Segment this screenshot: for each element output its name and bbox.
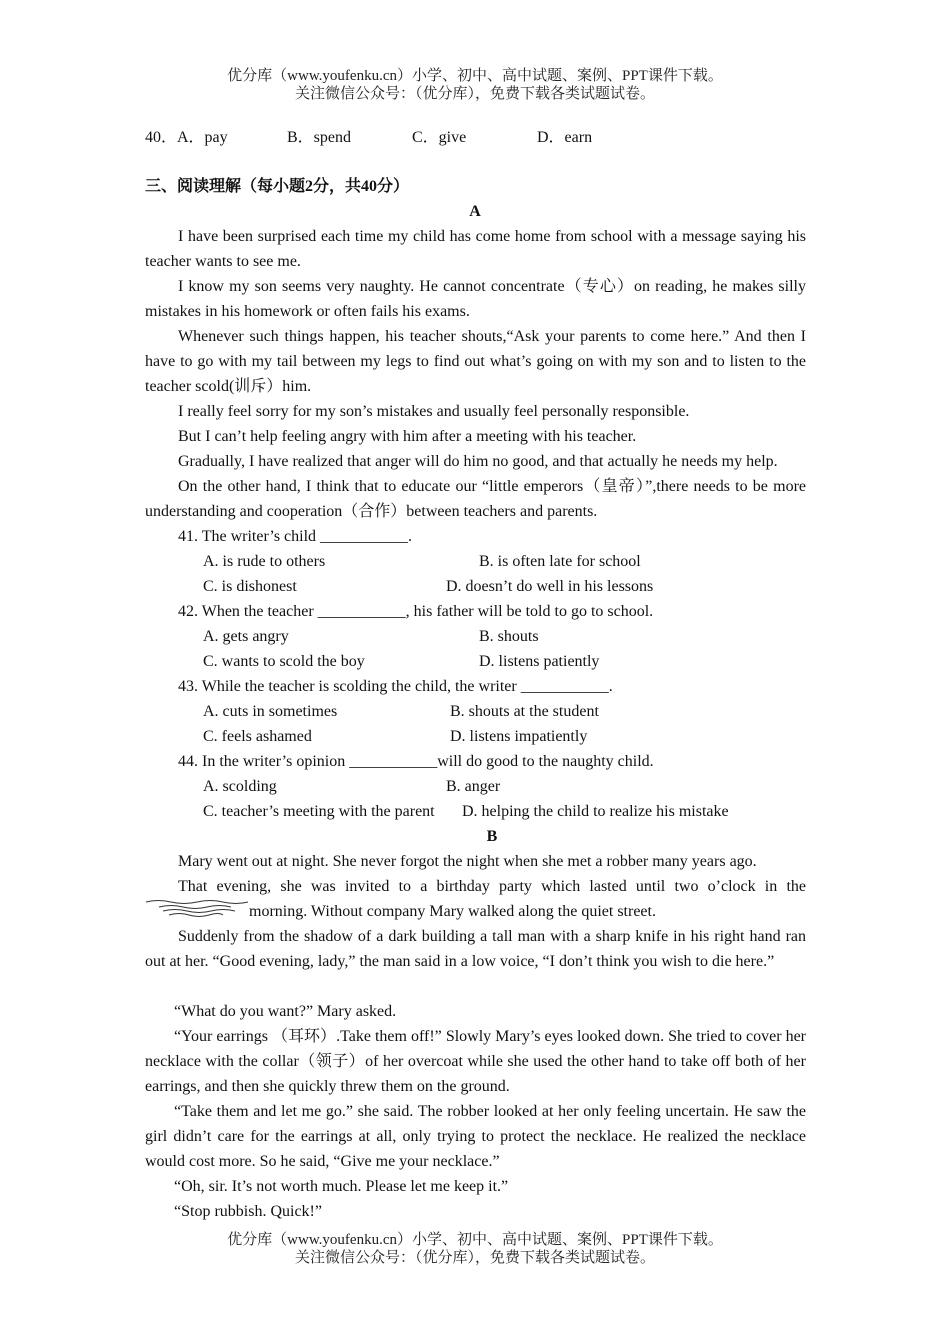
question-44-stem: 44. In the writer’s opinion ___________will do good to the naughty child.	[178, 753, 654, 770]
question-42-option-c: C. wants to scold the boy	[203, 653, 365, 670]
passage-b-paragraph-6: “Take them and let me go.” she said. The robber looked at her only feeling uncertain. He saw the girl didn’t care for the earrings at all, only trying to protect the necklace. He realized the necklace would cost more. So he said, “Give me your necklace.”	[145, 1103, 806, 1170]
passage-a-paragraph-3: Whenever such things happen, his teacher shouts,“Ask your parents to come here.” And then I have to go with my tail between my legs to find out what’s going on with my son and to listen to the teacher scold(训斥）him.	[145, 328, 806, 395]
question-43-option-c: C. feels ashamed	[203, 728, 312, 745]
question-41-option-d: D. doesn’t do well in his lessons	[446, 578, 654, 595]
question-42-option-b: B. shouts	[479, 628, 539, 645]
passage-b-paragraph-8: “Stop rubbish. Quick!”	[174, 1203, 322, 1220]
question-44-option-c: C. teacher’s meeting with the parent	[203, 803, 435, 820]
wavy-underline-mark	[145, 899, 249, 919]
question-42-option-a: A. gets angry	[203, 628, 289, 645]
question-43-option-d: D. listens impatiently	[450, 728, 588, 745]
header-line-1: 优分库（www.youfenku.cn）小学、初中、高中试题、案例、PPT课件下载。	[227, 68, 723, 84]
passage-a-paragraph-6: Gradually, I have realized that anger will do him no good, and that actually he needs my help.	[178, 453, 778, 470]
passage-a-paragraph-1: I have been surprised each time my child has come home from school with a message saying his teacher wants to see me.	[145, 228, 806, 270]
question-44-option-b: B. anger	[446, 778, 501, 795]
question-44-option-d: D. helping the child to realize his mistake	[462, 803, 729, 820]
q40-option-b: B．spend	[287, 129, 352, 146]
q40-option-c: C．give	[412, 129, 467, 146]
question-43-option-a: A. cuts in sometimes	[203, 703, 338, 720]
q40-number: 40．	[145, 129, 178, 146]
passage-b-paragraph-2b: morning. Without company Mary walked along the quiet street.	[249, 903, 656, 920]
passage-b-paragraph-2a: That evening, she was invited to a birthday party which lasted until two o’clock in the	[178, 878, 806, 895]
passage-a-paragraph-7: On the other hand, I think that to educate our “little emperors（皇帝）”,there needs to be more understanding and cooperation（合作）between teachers and parents.	[145, 478, 806, 520]
question-43-stem: 43. While the teacher is scolding the child, the writer ___________.	[178, 678, 613, 695]
passage-b-paragraph-4: “What do you want?” Mary asked.	[174, 1003, 397, 1020]
section-title: 三、阅读理解（每小题2分，共40分）	[145, 178, 410, 195]
passage-a-paragraph-5: But I can’t help feeling angry with him after a meeting with his teacher.	[178, 428, 637, 445]
passage-a-paragraph-2: I know my son seems very naughty. He cannot concentrate（专心）on reading, he makes silly mistakes in his homework or often fails his exams.	[145, 278, 806, 320]
q40-option-a: A．pay	[177, 129, 228, 146]
passage-a-label: A	[469, 203, 481, 220]
footer-line-2: 关注微信公众号：（优分库），免费下载各类试题试卷。	[294, 1250, 655, 1266]
passage-b-paragraph-7: “Oh, sir. It’s not worth much. Please let me keep it.”	[174, 1178, 509, 1195]
question-43-option-b: B. shouts at the student	[450, 703, 599, 720]
question-41-option-a: A. is rude to others	[203, 553, 326, 570]
question-42-stem: 42. When the teacher ___________, his father will be told to go to school.	[178, 603, 654, 620]
header-line-2: 关注微信公众号：（优分库），免费下载各类试题试卷。	[294, 86, 655, 102]
footer-line-1: 优分库（www.youfenku.cn）小学、初中、高中试题、案例、PPT课件下载。	[227, 1232, 723, 1248]
passage-b-label: B	[486, 828, 498, 845]
question-41-option-c: C. is dishonest	[203, 578, 297, 595]
question-41-option-b: B. is often late for school	[479, 553, 641, 570]
passage-b-paragraph-1: Mary went out at night. She never forgot the night when she met a robber many years ago.	[178, 853, 757, 870]
passage-a-paragraph-4: I really feel sorry for my son’s mistakes and usually feel personally responsible.	[178, 403, 690, 420]
q40-option-d: D．earn	[537, 129, 593, 146]
question-44-option-a: A. scolding	[203, 778, 277, 795]
passage-b-paragraph-3: Suddenly from the shadow of a dark building a tall man with a sharp knife in his right hand ran out at her. “Good evening, lady,” the man said in a low voice, “I don’t think you wish to die here.”	[145, 928, 806, 970]
question-42-option-d: D. listens patiently	[479, 653, 600, 670]
question-41-stem: 41. The writer’s child ___________.	[178, 528, 413, 545]
passage-b-paragraph-5: “Your earrings （耳环）.Take them off!” Slowly Mary’s eyes looked down. She tried to cover her necklace with the collar（领子）of her overcoat while she used the other hand to take off both of her earrings, and then she quickly threw them on the ground.	[145, 1028, 806, 1095]
